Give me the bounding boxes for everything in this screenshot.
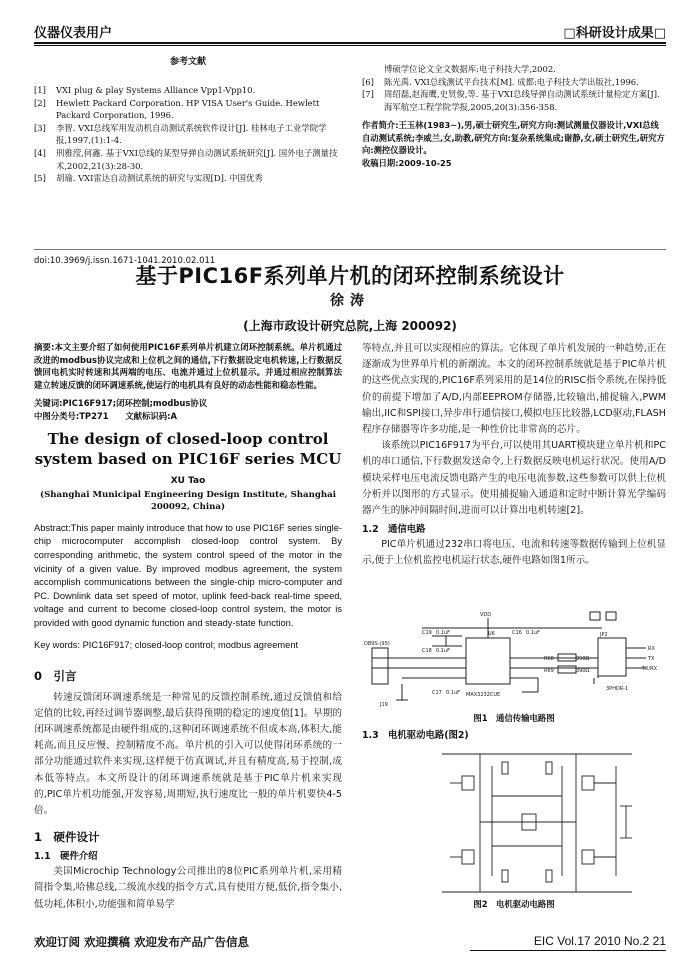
section-1-2-heading: 1.2 通信电路 bbox=[362, 524, 426, 536]
footer-issue: EIC Vol.17 2010 No.2 21 bbox=[533, 934, 666, 948]
fig1-res-1-val: 390Ω bbox=[576, 656, 590, 662]
reference-item bbox=[362, 63, 666, 76]
article-affiliation-cn: (上海市政设计研究总院,上海 200092) bbox=[243, 319, 457, 333]
reference-item bbox=[362, 76, 666, 89]
fig1-res-2-val: 390Ω bbox=[576, 668, 590, 674]
article-title-en: The design of closed-loop control system based on PIC16F series MCU bbox=[34, 429, 342, 468]
abstract-en: Abstract:This paper mainly introduce that how to use PIC16F series single-chip microcomputer accomplish closed-loop control system. By corresponding arithmetic, the system control speed of the motor in the vicinity of a given value. By improved modbus agreement, the system accomplish communications between the single-chip micro-computer and PC. Downlink data set speed of motor, uplink feed-back real-time speed, voltage and current to become closed-loop control system, the motor is provided with good dynamic function and steady-state function. bbox=[34, 522, 342, 628]
reference-text: 胡瑜. VXI雷达自动测试系统的研究与实现[D]. 中国优秀 bbox=[56, 173, 263, 184]
fig1-ic-label: MAX3232CUE bbox=[466, 692, 501, 698]
fig1-hdr-label: 3PHDR-1 bbox=[606, 686, 629, 692]
author-bio: 作者简介:王玉林(1983~),男,硕士研究生,研究方向:测试测量仪器设计,VXI总线自动测试系统;李威兰,女,助教,研究方向:复杂系统集成;谢静,女,硕士研究生,研究方向:测控仪器设计。 bbox=[362, 120, 665, 156]
fig1-cap-4-val: 0.1uF bbox=[446, 690, 460, 696]
reference-list-right bbox=[362, 63, 666, 113]
footer-slogan: 欢迎订阅 欢迎撰稿 欢迎发布产品广告信息 bbox=[34, 935, 250, 949]
reference-item bbox=[34, 122, 342, 147]
fig1-res-2: R69 bbox=[544, 668, 554, 674]
reference-number: [6] bbox=[362, 76, 374, 87]
classification-cn: 中图分类号:TP271 文献标识码:A bbox=[34, 410, 178, 421]
reference-text: Hewlett Packard Corporation. HP VISA User's Guide. Hewlett Packard Corporation, 1996. bbox=[56, 97, 320, 121]
fig1-rxtx-label: TX/RX bbox=[642, 666, 658, 672]
fig1-cap-4: C17 bbox=[432, 690, 442, 696]
header-rule-thin bbox=[34, 45, 666, 46]
reference-text: 陈光禹. VXI总线测试平台技术[M]. 成都:电子科技大学出版社,1996. bbox=[384, 76, 639, 87]
section-1-heading: 1 硬件设计 bbox=[34, 830, 100, 845]
figure-1-caption: 图1 通信传输电路图 bbox=[473, 713, 555, 723]
section-1-3-heading: 1.3 电机驱动电路(图2) bbox=[362, 730, 469, 741]
keywords-en: Key words: PIC16F917; closed-loop control; modbus agreement bbox=[34, 639, 299, 650]
footer-rule bbox=[470, 950, 666, 951]
right-body-paragraph-2: 该系统以PIC16F917为平台,可以使用其UART模块建立单片机和PC机的串口通信,下行数据发送命令,上行数据反映电机运行状况。使用A/D模块采样电压电流反馈电路产生的电压电流参数,这些参数可以供上位机分析并以图形的方式显示。使用捕捉输入通道和定时中断计算光学编码器产生的脉冲间隔时间,进而可以计算出电机转速[2]。 bbox=[362, 440, 666, 517]
section-1-1-body: 美国Microchip Technology公司推出的8位PIC系列单片机,采用精简指令集,哈佛总线,二级流水线的指令方式,具有使用方便,低价,指令集小,低功耗,体积小,功能强和简单易学 bbox=[34, 866, 342, 910]
received-date: 收稿日期:2009-10-25 bbox=[362, 157, 452, 168]
reference-number: [5] bbox=[34, 173, 46, 184]
reference-number bbox=[362, 63, 384, 76]
reference-text: 周绍磊,赵海鹰,史贤俊,等. 基于VXI总线导弹自动测试系统计量检定方案[J]. 海军航空工程学院学报,2005,20(3):356-358. bbox=[384, 89, 660, 112]
reference-number: [7] bbox=[362, 89, 374, 100]
references-block bbox=[34, 54, 342, 185]
section-0-body: 转速反馈闭环调速系统是一种常见的反馈控制系统,通过反馈值和给定值的比较,再经过调节器调整,最后获得预期的稳定的速度值[1]。早期的闭环调速系统都是由硬件组成的,这种闭环调速系统不但成本高,体积大,能耗高,而且反应慢、控制精度不高。单片机的引入可以使得闭环系统的一部分功能通过软件来实现,这样便于仿真调试,并且有精度高,易于控制,成本低等特点。本文所设计的闭环调速系统就是基于PIC单片机来实现的,PIC单片机功能强,开发容易,周期短,执行速度比一般的单片机要快4-5倍。 bbox=[34, 691, 342, 816]
column-label: □科研设计成果□ bbox=[563, 26, 666, 41]
fig1-jp-label: JP2 bbox=[600, 632, 608, 638]
fig1-cap-1: C19 bbox=[422, 630, 432, 636]
figure-1-circuit bbox=[362, 608, 666, 710]
header-rule bbox=[34, 42, 666, 44]
figure-2-circuit bbox=[362, 746, 666, 896]
reference-item bbox=[34, 84, 342, 97]
fig1-tx-label: TX bbox=[648, 656, 655, 662]
fig1-cap-2: C18 bbox=[422, 648, 432, 654]
section-0-heading: 0 引言 bbox=[34, 668, 77, 683]
reference-number: [1] bbox=[34, 85, 46, 95]
journal-name: 仪器仪表用户 bbox=[34, 26, 113, 41]
figure-2-caption: 图2 电机驱动电路图 bbox=[473, 899, 555, 909]
section-divider bbox=[34, 249, 666, 250]
section-1-2-body: PIC单片机通过232串口将电压、电流和转速等数据传输到上位机显示,便于上位机监控电机运行状态,硬件电路如图1所示。 bbox=[362, 539, 666, 567]
fig1-res-1: R68 bbox=[544, 656, 554, 662]
reference-item bbox=[362, 88, 666, 113]
abstract-cn: 摘要:本文主要介绍了如何使用PIC16F系列单片机建立闭环控制系统。单片机通过改进的modbus协议完成和上位机之间的通信,下行数据设定电机转速,上行数据反馈回电机实时转速和其两端的电压、电流并通过上位机显示。并通过相应控制算法建立转速反馈的闭环调速系统,使运行的电机具有良好的动态性能和稳态性能。 bbox=[34, 342, 342, 390]
reference-list bbox=[34, 84, 342, 185]
fig1-u-label: U6 bbox=[488, 631, 495, 637]
reference-number: [4] bbox=[34, 147, 46, 158]
right-column bbox=[362, 341, 666, 570]
reference-text: 刑雅滢,何鑫. 基于VXI总线的某型导弹自动测试系统研究[J]. 国外电子测量技术,2002,21(3):28-30. bbox=[56, 147, 338, 171]
fig1-cap-1-val: 0.1uF bbox=[436, 630, 450, 636]
reference-item bbox=[34, 147, 342, 172]
fig1-vdd-label: VDD bbox=[480, 612, 492, 618]
references-continued bbox=[362, 63, 666, 169]
reference-item bbox=[34, 172, 342, 185]
reference-item bbox=[34, 97, 342, 122]
article-author-cn: 徐涛 bbox=[330, 293, 370, 309]
article-affiliation-en: (Shanghai Municipal Engineering Design Institute, Shanghai 200092, China) bbox=[40, 489, 336, 513]
fig1-db9-label: DB9S-(9S) bbox=[364, 641, 390, 647]
fig1-cap-3-val: 0.1uF bbox=[526, 630, 540, 636]
references-title: 参考文献 bbox=[169, 57, 206, 67]
right-body-paragraph-1: 等特点,并且可以实现相应的算法。它体现了单片机发展的一种趋势,正在逐渐成为世界单片机的新潮流。本文的闭环控制系统就是基于PIC单片机的这些优点实现的,PIC16F系列采用的是14位的RISC指令系统,在保持低价的前提下增加了A/D,内部EEPROM存储器,比较输出,捕捉输入,PWM输出,IIC和SPI接口,异步串行通信接口,模拟电压比较器,LCD驱动,FLASH程序存储器等许多功能,是一种性价比非常高的芯片。 bbox=[362, 343, 666, 436]
fig1-cap-3: C16 bbox=[512, 630, 522, 636]
reference-text: 李智. VXI总线军用发动机自动测试系统软件设计[J]. 桂林电子工业学院学报,1997,(1):1-4. bbox=[56, 122, 327, 146]
doi: doi:10.3969/j.issn.1671-1041.2010.02.011 bbox=[34, 256, 216, 266]
keywords-cn: 关键词:PIC16F917;闭环控制;modbus协议 bbox=[34, 398, 208, 409]
reference-text: 博硕学位论文全文数据库:电子科技大学,2002. bbox=[384, 64, 556, 74]
reference-number: [2] bbox=[34, 97, 46, 108]
section-1-1-heading: 1.1 硬件介绍 bbox=[34, 851, 98, 863]
left-column bbox=[34, 341, 342, 913]
reference-number: [3] bbox=[34, 122, 46, 133]
fig1-cap-2-val: 0.1uF bbox=[436, 648, 450, 654]
article-author-en: XU Tao bbox=[170, 475, 206, 486]
fig1-j-label: J19 bbox=[380, 702, 388, 708]
fig1-rx-label: RX bbox=[648, 646, 655, 652]
reference-text: VXI plug & play Systems Alliance Vpp1-Vpp10. bbox=[56, 85, 256, 95]
article-title-cn: 基于PIC16F系列单片机的闭环控制系统设计 bbox=[135, 264, 565, 288]
